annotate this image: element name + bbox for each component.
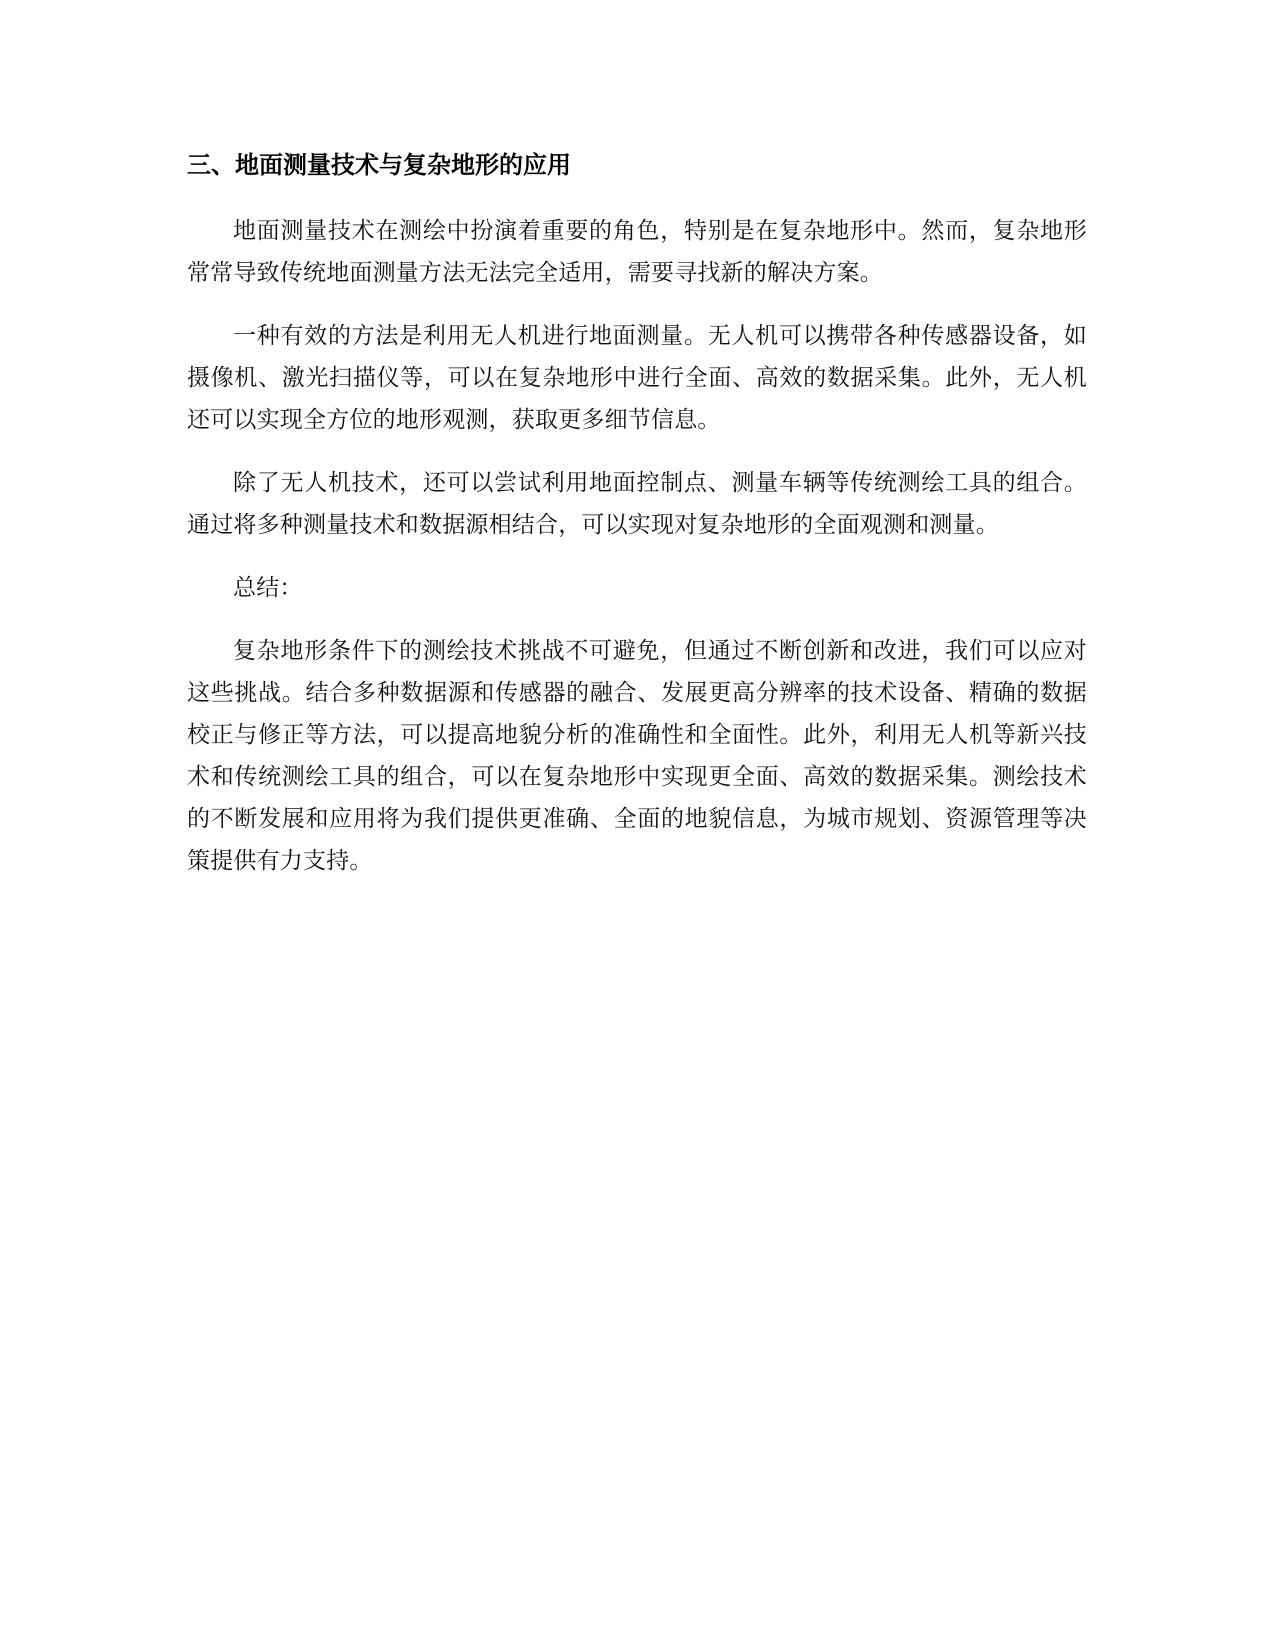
paragraph-ground-survey-intro: 地面测量技术在测绘中扮演着重要的角色，特别是在复杂地形中。然而，复杂地形常常导致传统地面测量方法无法完全适用，需要寻找新的解决方案。 xyxy=(187,218,1087,286)
summary-label: 总结： xyxy=(233,575,303,601)
document-body xyxy=(187,148,1087,903)
section-heading: 三、地面测量技术与复杂地形的应用 xyxy=(187,151,571,179)
paragraph-drone-survey: 一种有效的方法是利用无人机进行地面测量。无人机可以携带各种传感器设备，如摄像机、激光扫描仪等，可以在复杂地形中进行全面、高效的数据采集。此外，无人机还可以实现全方位的地形观测，获取更多细节信息。 xyxy=(187,323,1087,433)
paragraph-summary: 复杂地形条件下的测绘技术挑战不可避免，但通过不断创新和改进，我们可以应对这些挑战。结合多种数据源和传感器的融合、发展更高分辨率的技术设备、精确的数据校正与修正等方法，可以提高地貌分析的准确性和全面性。此外，利用无人机等新兴技术和传统测绘工具的组合，可以在复杂地形中实现更全面、高效的数据采集。测绘技术的不断发展和应用将为我们提供更准确、全面的地貌信息，为城市规划、资源管理等决策提供有力支持。 xyxy=(187,638,1087,874)
paragraph-combined-tools: 除了无人机技术，还可以尝试利用地面控制点、测量车辆等传统测绘工具的组合。通过将多种测量技术和数据源相结合，可以实现对复杂地形的全面观测和测量。 xyxy=(187,470,1087,538)
